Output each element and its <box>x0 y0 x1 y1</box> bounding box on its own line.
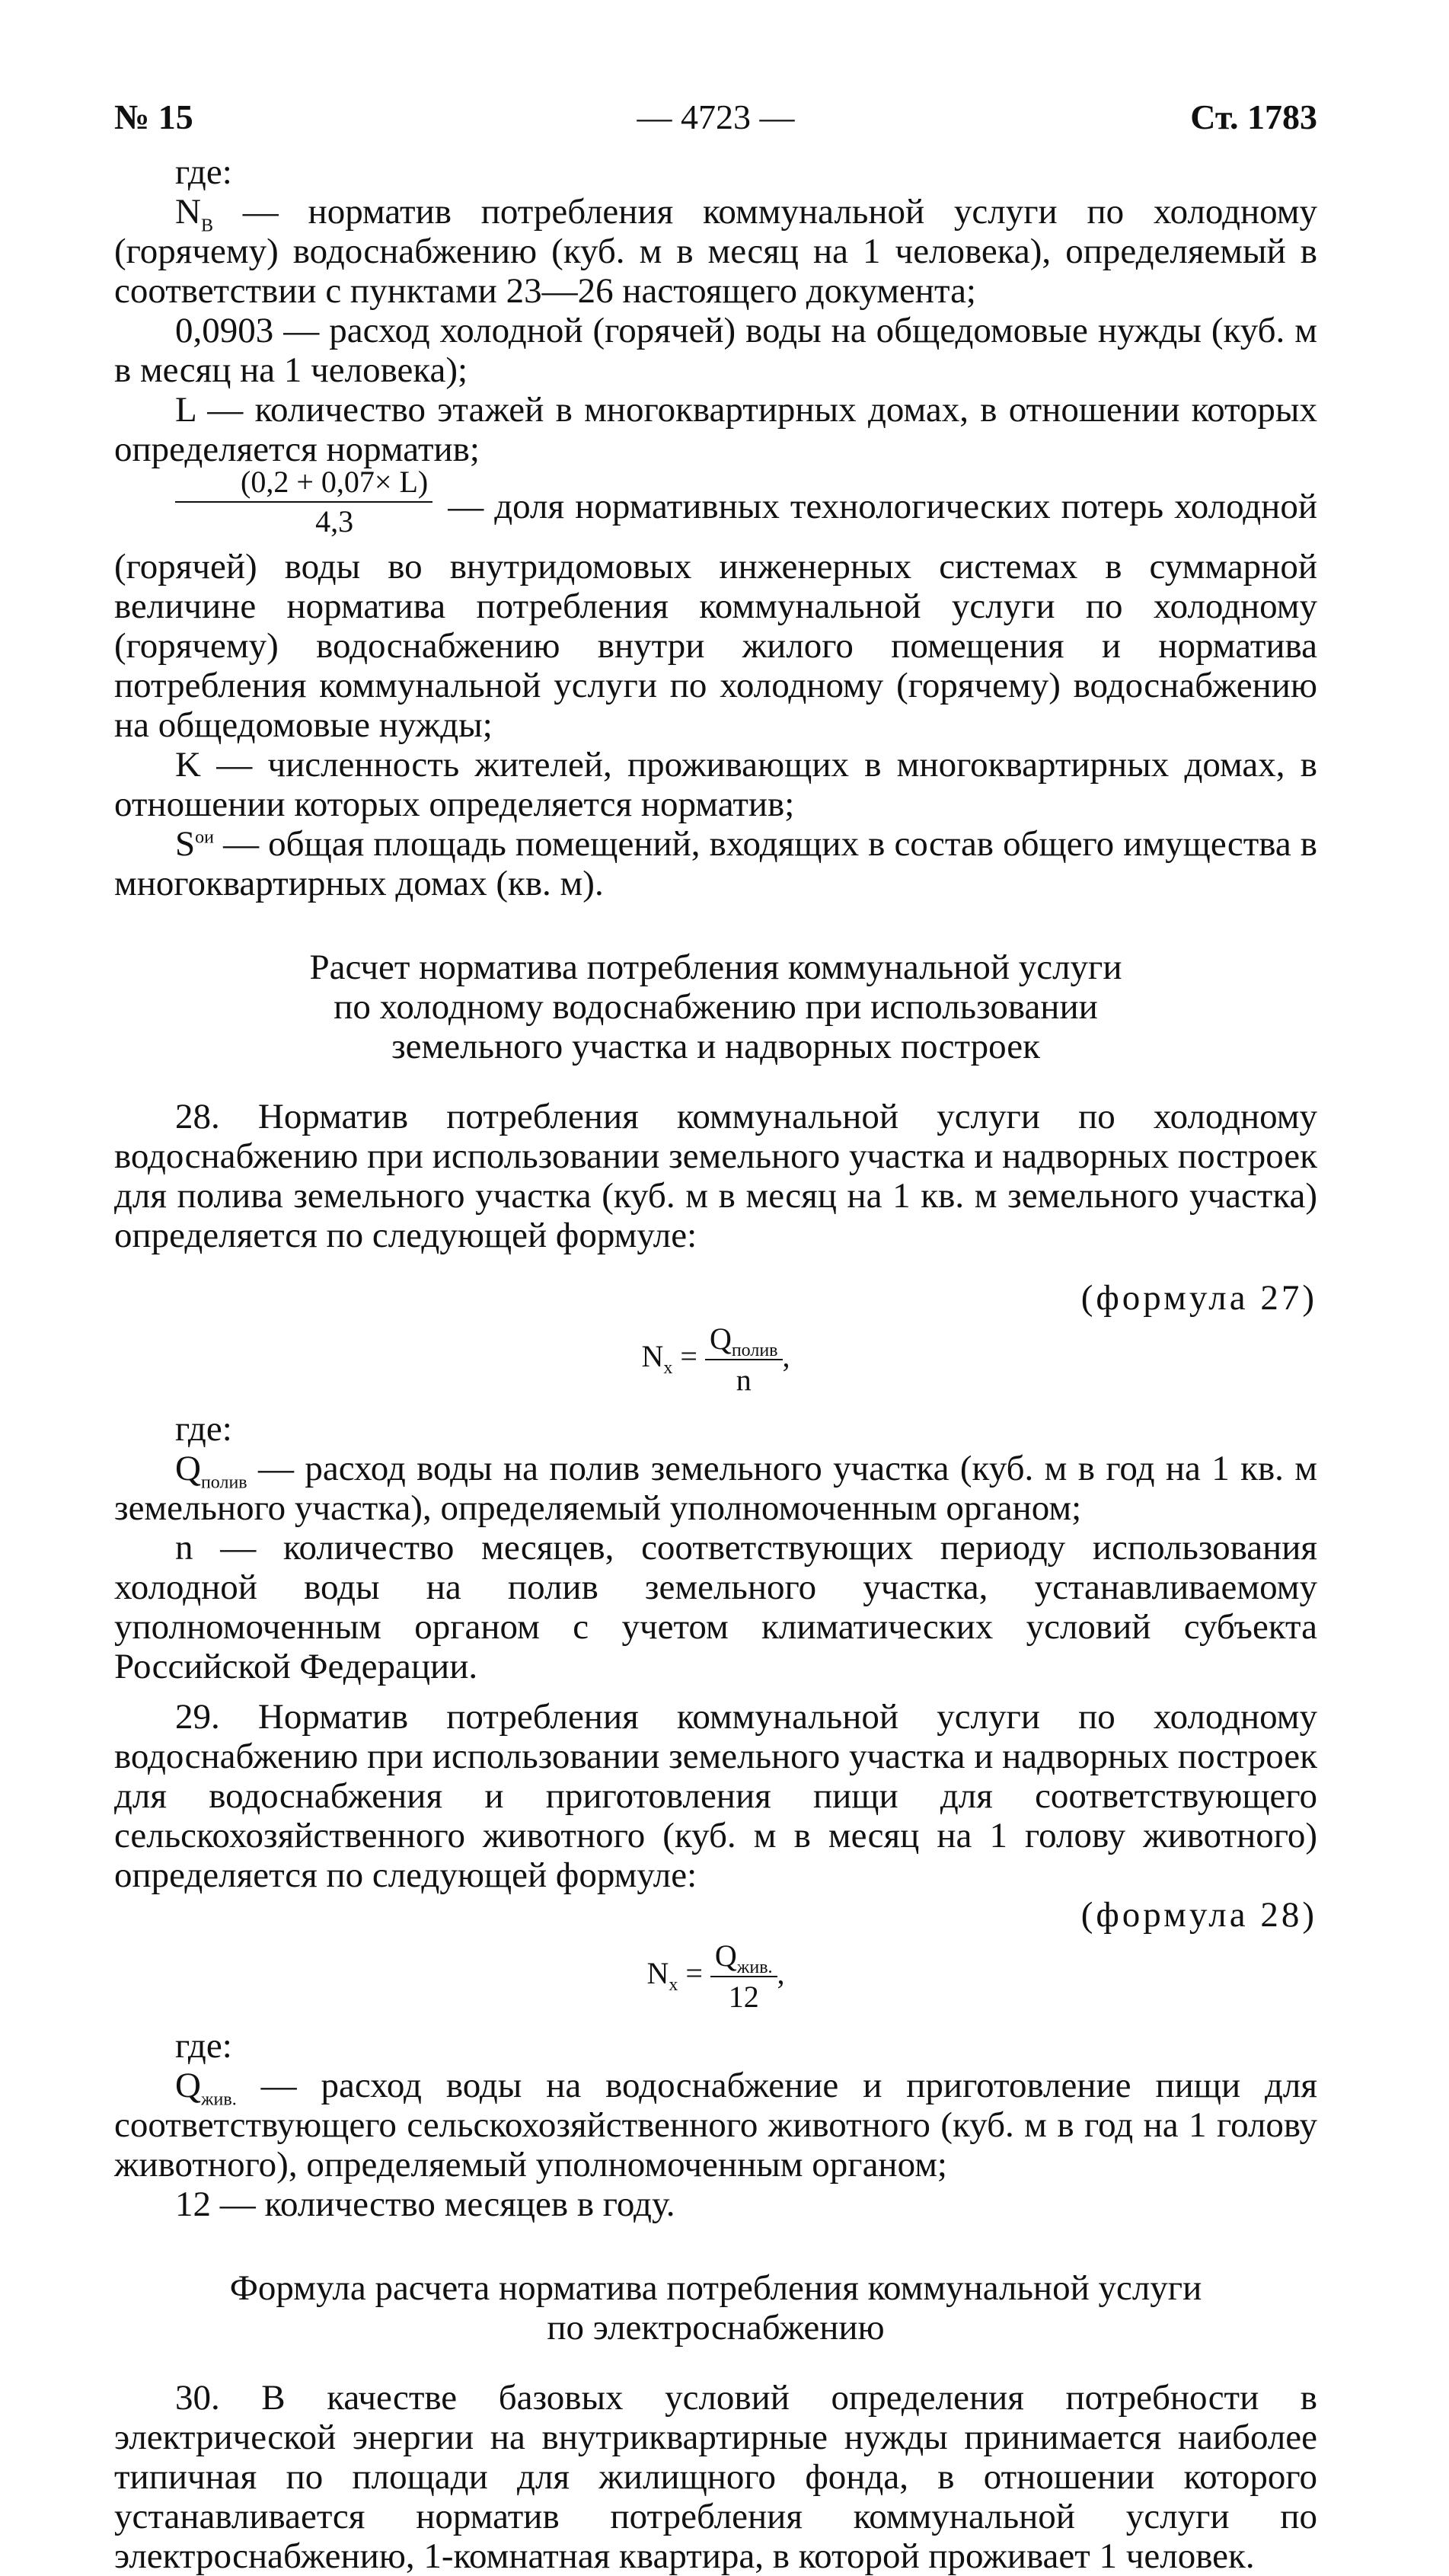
formula-28-label: (формула 28) <box>1080 1895 1317 1935</box>
definition-coefficient: 0,0903 — расход холодной (горячей) воды на общедомовые нужды (куб. м в месяц на 1 человека); <box>114 311 1317 390</box>
definition-q-zhiv <box>114 2066 1317 2184</box>
document-body <box>114 152 1317 2576</box>
nb-subscript: В <box>200 216 213 236</box>
definition-months: 12 — количество месяцев в году. <box>175 2184 675 2224</box>
formula-28-fraction <box>710 1939 777 2014</box>
formula-27 <box>114 1318 1317 1409</box>
definition-fraction <box>114 465 1317 745</box>
page-number: — 4723 — <box>637 97 795 136</box>
formula-28-lhs: N <box>646 1956 669 1991</box>
q-zhiv-symbol: Q <box>175 2066 201 2105</box>
nb-symbol: N <box>175 192 201 232</box>
where-label-28: где: <box>175 1409 232 1449</box>
where-label-29: где: <box>175 2026 232 2066</box>
s-text: — общая площадь помещений, входящих в состав общего имущества в многоквартирных домах (кв. м). <box>114 824 1317 903</box>
formula-28 <box>114 1935 1317 2026</box>
formula-28-equals: = <box>678 1956 710 1991</box>
paragraph-30: 30. В качестве базовых условий определения потребности в электрической энергии на внутриквартирные нужды принимается наиболее типичная по площади для жилищного фонда, в отношении которого устанавливается норматив потребления коммунальной услуги по электроснабжению, 1-комнатная квартира, в которой проживает 1 человек. <box>114 2378 1317 2576</box>
definition-q-polив <box>114 1449 1317 1528</box>
q-text: — расход воды на полив земельного участка (куб. м в год на 1 кв. м земельного участка), определяемый уполномоченным органом; <box>114 1449 1317 1528</box>
formula-28-numerator: Q <box>714 1938 737 1973</box>
section-heading-line-3: земельного участка и надворных построек <box>391 1027 1040 1066</box>
loss-fraction-denominator: 4,3 <box>315 504 354 539</box>
formula-27-denominator: n <box>736 1363 752 1397</box>
formula-27-numerator-sub: полив <box>731 1341 778 1360</box>
nb-text: — норматив потребления коммунальной услуги по холодному (горячему) водоснабжению (куб. м в месяц на 1 человека), определяемый в соответствии с пунктами 23—26 настоящего документа; <box>114 192 1317 311</box>
section-heading-line-2: по холодному водоснабжению при использовании <box>334 987 1098 1027</box>
definition-l: L — количество этажей в многоквартирных домах, в отношении которых определяется норматив; <box>114 390 1317 469</box>
formula-28-comma: , <box>777 1956 785 1991</box>
section-heading-line-1: Расчет норматива потребления коммунальной услуги <box>309 948 1122 987</box>
formula-27-equals: = <box>672 1339 705 1374</box>
loss-fraction <box>175 465 432 539</box>
where-label: где: <box>175 152 232 192</box>
s-superscript: ои <box>195 827 214 848</box>
q-zhiv-subscript: жив. <box>200 2089 237 2110</box>
q-zhiv-text: — расход воды на водоснабжение и приготовление пищи для соответствующего сельскохозяйственного животного (куб. м в год на 1 голову животного), определяемый уполномоченным органом; <box>114 2066 1317 2184</box>
section-heading-2-line-2: по электроснабжению <box>547 2308 885 2347</box>
formula-28-numerator-sub: жив. <box>736 1958 773 1977</box>
formula-27-label: (формула 27) <box>1080 1278 1317 1318</box>
fraction-text: — доля нормативных технологических потерь холодной (горячей) воды во внутридомовых инженерных системах в суммарной величине норматива потребления коммунальной услуги по холодному (горячему) водоснабжению внутри жилого помещения и норматива потребления коммунальной услуги по холодному (горячему) водоснабжению на общедомовые нужды; <box>114 486 1317 745</box>
definition-nb <box>114 192 1317 311</box>
formula-27-lhs: N <box>641 1339 664 1374</box>
formula-27-numerator: Q <box>709 1322 732 1356</box>
q-symbol: Q <box>175 1449 201 1488</box>
formula-27-lhs-sub: x <box>663 1358 673 1379</box>
article-number: Ст. 1783 <box>1190 97 1317 136</box>
definition-k: K — численность жителей, проживающих в многоквартирных домах, в отношении которых определяется норматив; <box>114 745 1317 824</box>
paragraph-29: 29. Норматив потребления коммунальной услуги по холодному водоснабжению при использовании земельного участка и надворных построек для водоснабжения и приготовления пищи для соответствующего сельскохозяйственного животного (куб. м в месяц на 1 голову животного) определяется по следующей формуле: <box>114 1697 1317 1895</box>
s-symbol: S <box>175 824 196 864</box>
section-heading-2-line-1: Формула расчета норматива потребления коммунальной услуги <box>229 2268 1202 2308</box>
formula-28-lhs-sub: x <box>669 1975 678 1996</box>
definition-n: n — количество месяцев, соответствующих периоду использования холодной воды на полив земельного участка, устанавливаемому уполномоченным органом с учетом климатических условий субъекта Российской Федерации. <box>114 1528 1317 1686</box>
definition-s <box>114 824 1317 903</box>
page-header <box>114 97 1317 143</box>
formula-27-fraction <box>705 1322 783 1397</box>
formula-28-denominator: 12 <box>728 1980 759 2014</box>
q-subscript: полив <box>200 1472 247 1493</box>
paragraph-28: 28. Норматив потребления коммунальной услуги по холодному водоснабжению при использовании земельного участка и надворных построек для полива земельного участка (куб. м в месяц на 1 кв. м земельного участка) определяется по следующей формуле: <box>114 1097 1317 1255</box>
loss-fraction-numerator: (0,2 + 0,07× L) <box>175 465 432 503</box>
issue-number: № 15 <box>114 97 193 136</box>
formula-27-comma: , <box>782 1339 790 1374</box>
